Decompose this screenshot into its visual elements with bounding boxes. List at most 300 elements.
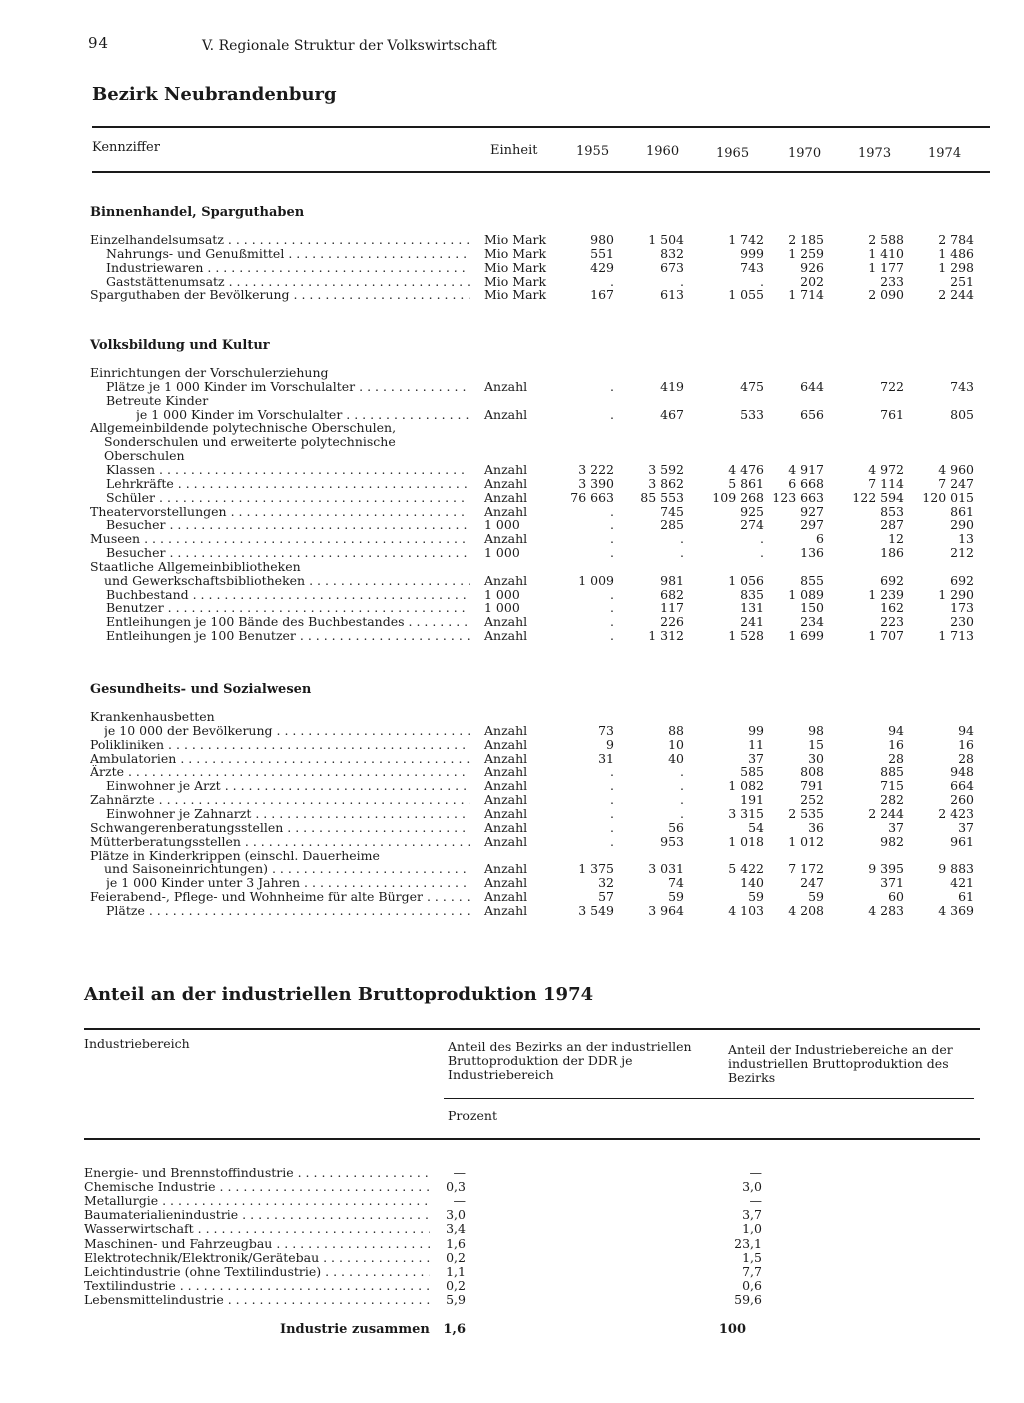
row-label: Oberschulen [104, 449, 185, 464]
table-row [0, 366, 1024, 380]
col-header-year: 1955 [576, 144, 610, 159]
row-label: Feierabend-, Pflege- und Wohnheime für alte Bürger . . . [90, 890, 470, 904]
row-label: und Saisoneinrichtungen) . . . [104, 862, 470, 876]
row-label: Einrichtungen der Vorschulerziehung [90, 366, 329, 380]
table-row [0, 261, 1024, 275]
row-label: Benutzer . . . [106, 601, 470, 615]
cell-1965: 11 [748, 736, 764, 752]
cell-anteil-bezirk: 1,6 [446, 1235, 466, 1251]
table-row [0, 629, 1024, 643]
cell-1970: 15 [808, 736, 824, 752]
table-row [0, 1265, 1024, 1279]
cell-1960: 832 [660, 245, 684, 261]
cell-1970: 247 [800, 875, 824, 891]
row-unit: 1 000 [484, 586, 520, 602]
cell-1955: 3 222 [578, 461, 614, 477]
cell-1960: 682 [660, 586, 684, 602]
cell-anteil-industriebereiche: 1,5 [742, 1249, 762, 1265]
cell-1973: 16 [888, 736, 904, 752]
cell-1974: 948 [950, 764, 974, 780]
cell-anteil-bezirk: 0,3 [446, 1179, 466, 1195]
cell-1965: 835 [740, 586, 764, 602]
cell-1973: 1 410 [868, 245, 904, 261]
cell-1955: 57 [598, 889, 614, 905]
cell-1965: 241 [740, 614, 764, 630]
row-label: Buchbestand . . . [106, 588, 470, 602]
cell-1970: 926 [800, 259, 824, 275]
cell-1973: 94 [888, 722, 904, 738]
row-unit: Anzahl [484, 503, 528, 519]
table2-total-label: Industrie zusammen [280, 1322, 430, 1337]
table-row [0, 1166, 1024, 1180]
cell-anteil-industriebereiche: 7,7 [742, 1263, 762, 1279]
row-unit: Anzahl [484, 792, 528, 808]
table2-unit-rule [444, 1098, 974, 1099]
table-row [0, 288, 1024, 302]
row-label: Besucher . . . [106, 518, 470, 532]
table-row [0, 491, 1024, 505]
table-row [0, 821, 1024, 835]
row-label: Einzelhandelsumsatz . . . [90, 233, 470, 247]
cell-1970: 4 917 [788, 461, 824, 477]
cell-1970: 2 185 [788, 232, 824, 247]
row-unit: Anzahl [484, 722, 528, 738]
table-row [0, 1237, 1024, 1251]
row-label: Baumaterialienindustrie . . . [84, 1208, 430, 1222]
row-label: Theatervorstellungen . . . [90, 505, 470, 519]
cell-1955: 3 390 [578, 475, 614, 491]
cell-1960: 3 031 [648, 861, 684, 877]
row-label: Ärzte . . . [90, 765, 470, 779]
cell-1970: 4 208 [788, 902, 824, 918]
cell-1970: 927 [800, 503, 824, 519]
cell-1973: 2 588 [868, 232, 904, 247]
row-label: Plätze . . . [106, 904, 470, 918]
cell-1960: 285 [660, 517, 684, 533]
cell-1960: 745 [660, 503, 684, 519]
cell-1974: 2 423 [938, 805, 974, 821]
col-header-year: 1973 [858, 146, 892, 161]
table1-header-rule [92, 171, 990, 173]
cell-anteil-bezirk: 0,2 [446, 1277, 466, 1293]
table-row [0, 1222, 1024, 1236]
cell-1974: 212 [950, 545, 974, 561]
cell-1970: 98 [808, 722, 824, 738]
col-header-year: 1974 [928, 146, 962, 161]
row-unit: Anzahl [484, 489, 528, 505]
row-label: Energie- und Brennstoffindustrie . . . [84, 1166, 430, 1180]
running-title: V. Regionale Struktur der Volkswirtschaft [202, 38, 497, 54]
page-number: 94 [88, 34, 110, 52]
cell-anteil-industriebereiche: 3,7 [742, 1207, 762, 1223]
cell-1960: 613 [660, 287, 684, 303]
cell-anteil-bezirk: 3,0 [446, 1207, 466, 1223]
cell-1970: 36 [808, 819, 824, 835]
cell-1970: 6 [816, 531, 824, 547]
table-row [0, 574, 1024, 588]
row-unit: Mio Mark [484, 273, 547, 289]
col-header-industriebereich: Industriebereich [84, 1036, 190, 1051]
cell-1965: 37 [748, 750, 764, 766]
cell-1970: 252 [800, 792, 824, 808]
cell-anteil-industriebereiche: 23,1 [734, 1235, 762, 1251]
cell-1970: 1 012 [788, 833, 824, 849]
cell-1965: 475 [740, 378, 764, 394]
cell-anteil-industriebereiche: 1,0 [742, 1221, 762, 1237]
cell-1970: 136 [800, 545, 824, 561]
table2-title: Anteil an der industriellen Bruttoproduktion 1974 [84, 984, 594, 1005]
cell-1973: 371 [880, 875, 904, 891]
cell-1955: . [610, 586, 614, 602]
cell-1955: . [610, 805, 614, 821]
cell-1960: . [680, 778, 684, 794]
cell-1955: 980 [590, 232, 614, 247]
row-label: Industriewaren . . . [106, 261, 470, 275]
row-label: je 1 000 Kinder im Vorschulalter . . . [136, 408, 470, 422]
cell-1965: . [760, 273, 764, 289]
row-unit: 1 000 [484, 545, 520, 561]
cell-1974: 7 247 [938, 475, 974, 491]
cell-1974: 1 298 [938, 259, 974, 275]
row-label: Schwangerenberatungsstellen . . . [90, 821, 470, 835]
row-unit: Anzahl [484, 819, 528, 835]
cell-1955: . [610, 764, 614, 780]
row-label: Allgemeinbildende polytechnische Oberschulen, [90, 421, 397, 436]
cell-1965: 1 018 [728, 833, 764, 849]
col-header-kennziffer: Kennziffer [92, 140, 160, 155]
cell-1973: 692 [880, 572, 904, 588]
row-unit: Anzahl [484, 861, 528, 877]
row-label: Krankenhausbetten [90, 710, 215, 724]
cell-1974: 2 244 [938, 287, 974, 303]
row-label: Klassen . . . [106, 463, 470, 477]
cell-1965: 1 528 [728, 628, 764, 644]
cell-1960: 88 [668, 722, 684, 738]
cell-1965: 131 [740, 600, 764, 616]
table-row [0, 724, 1024, 738]
cell-1970: 791 [800, 778, 824, 794]
table-row [0, 738, 1024, 752]
cell-anteil-industriebereiche: 59,6 [734, 1291, 762, 1307]
cell-1955: . [610, 819, 614, 835]
row-unit: Mio Mark [484, 259, 547, 275]
table-row [0, 1208, 1024, 1222]
cell-1955: 76 663 [570, 489, 614, 505]
cell-1960: . [680, 764, 684, 780]
cell-1965: 999 [740, 245, 764, 261]
cell-1974: 9 883 [938, 861, 974, 877]
cell-1974: 4 960 [938, 461, 974, 477]
cell-1970: 1 714 [788, 287, 824, 303]
cell-1960: . [680, 531, 684, 547]
row-label: Mütterberatungsstellen . . . [90, 835, 470, 849]
cell-1955: . [610, 792, 614, 808]
row-label: Einwohner je Zahnarzt . . . [106, 807, 470, 821]
row-label: Einwohner je Arzt . . . [106, 779, 470, 793]
cell-1955: . [610, 614, 614, 630]
cell-1974: 290 [950, 517, 974, 533]
cell-1955: 1 375 [578, 861, 614, 877]
cell-1974: 861 [950, 503, 974, 519]
cell-1970: 656 [800, 406, 824, 422]
cell-1960: 10 [668, 736, 684, 752]
cell-1974: 692 [950, 572, 974, 588]
cell-1973: 1 177 [868, 259, 904, 275]
row-unit: Mio Mark [484, 245, 547, 261]
cell-1960: 419 [660, 378, 684, 394]
table-row [0, 1279, 1024, 1293]
row-label: Besucher . . . [106, 546, 470, 560]
row-label: Schüler . . . [106, 491, 470, 505]
cell-1973: 282 [880, 792, 904, 808]
row-unit: Anzahl [484, 461, 528, 477]
table1-title: Bezirk Neubrandenburg [92, 84, 337, 105]
col-header-einheit: Einheit [490, 143, 538, 158]
cell-1974: 94 [958, 722, 974, 738]
cell-1973: 233 [880, 273, 904, 289]
row-unit: Anzahl [484, 778, 528, 794]
cell-1960: 1 504 [648, 232, 684, 247]
cell-1973: 722 [880, 378, 904, 394]
row-unit: Anzahl [484, 614, 528, 630]
cell-1973: 1 707 [868, 628, 904, 644]
row-unit: Mio Mark [484, 232, 547, 247]
cell-1960: 3 592 [648, 461, 684, 477]
cell-1974: 1 486 [938, 245, 974, 261]
cell-1955: 9 [606, 736, 614, 752]
cell-1970: 808 [800, 764, 824, 780]
cell-1973: 2 244 [868, 805, 904, 821]
row-label: Ambulatorien . . . [90, 752, 470, 766]
row-unit: Anzahl [484, 833, 528, 849]
cell-1973: 9 395 [868, 861, 904, 877]
row-unit: Anzahl [484, 406, 528, 422]
cell-1955: 32 [598, 875, 614, 891]
cell-1973: 162 [880, 600, 904, 616]
row-label: Staatliche Allgemeinbibliotheken [90, 559, 301, 574]
cell-1960: 981 [660, 572, 684, 588]
cell-1955: . [610, 503, 614, 519]
cell-1965: 4 103 [728, 902, 764, 918]
cell-1974: 1 290 [938, 586, 974, 602]
row-unit: Anzahl [484, 889, 528, 905]
cell-1973: 223 [880, 614, 904, 630]
row-label: Leichtindustrie (ohne Textilindustrie) . . . [84, 1265, 430, 1279]
table-row [0, 710, 1024, 724]
table-row [0, 394, 1024, 408]
cell-1970: 297 [800, 517, 824, 533]
cell-1970: 202 [800, 273, 824, 289]
row-label: je 1 000 Kinder unter 3 Jahren . . . [106, 876, 470, 890]
cell-anteil-industriebereiche: — [749, 1165, 762, 1180]
cell-1955: . [610, 600, 614, 616]
cell-1970: 30 [808, 750, 824, 766]
row-label: Entleihungen je 100 Bände des Buchbestandes . . . [106, 615, 470, 629]
row-unit: Anzahl [484, 805, 528, 821]
row-label: Sparguthaben der Bevölkerung . . . [90, 288, 470, 302]
row-unit: Anzahl [484, 750, 528, 766]
cell-1965: 533 [740, 406, 764, 422]
cell-1955: 1 009 [578, 572, 614, 588]
cell-1965: . [760, 545, 764, 561]
cell-1965: 140 [740, 875, 764, 891]
cell-1973: 853 [880, 503, 904, 519]
table-row [0, 380, 1024, 394]
row-unit: Anzahl [484, 875, 528, 891]
table-row [0, 449, 1024, 463]
cell-1965: 109 268 [712, 489, 764, 505]
row-unit: 1 000 [484, 517, 520, 533]
cell-1955: . [610, 517, 614, 533]
cell-1965: 3 315 [728, 805, 764, 821]
section-title: Gesundheits- und Sozialwesen [90, 682, 312, 697]
cell-1960: 673 [660, 259, 684, 275]
cell-anteil-bezirk: 1,1 [446, 1263, 466, 1279]
cell-1970: 123 663 [772, 489, 824, 505]
row-unit: Anzahl [484, 902, 528, 918]
cell-1973: 28 [888, 750, 904, 766]
cell-1965: 191 [740, 792, 764, 808]
row-label: Museen . . . [90, 532, 470, 546]
cell-1960: 953 [660, 833, 684, 849]
cell-1965: 743 [740, 259, 764, 275]
cell-1965: 4 476 [728, 461, 764, 477]
cell-1973: 885 [880, 764, 904, 780]
cell-1965: 1 742 [728, 232, 764, 247]
cell-1974: 421 [950, 875, 974, 891]
table-row [0, 835, 1024, 849]
table-row [0, 1251, 1024, 1265]
cell-1960: 3 862 [648, 475, 684, 491]
cell-1955: 551 [590, 245, 614, 261]
col-header-anteil-industriebereiche: Anteil der Industriebereiche an der industriellen Bruttoproduktion des Bezirks [728, 1042, 953, 1085]
table1-top-rule [92, 126, 990, 128]
row-label: Chemische Industrie . . . [84, 1180, 430, 1194]
table-row [0, 435, 1024, 449]
cell-anteil-bezirk: 3,4 [446, 1221, 466, 1237]
cell-1965: 274 [740, 517, 764, 533]
cell-1965: 99 [748, 722, 764, 738]
table-row [0, 1293, 1024, 1307]
table-row [0, 546, 1024, 560]
section-title: Volksbildung und Kultur [90, 338, 270, 353]
cell-1970: 1 089 [788, 586, 824, 602]
cell-1955: 31 [598, 750, 614, 766]
row-unit: Anzahl [484, 475, 528, 491]
col-header-year: 1965 [716, 146, 750, 161]
cell-1955: 3 549 [578, 902, 614, 918]
cell-1973: 186 [880, 545, 904, 561]
cell-1973: 982 [880, 833, 904, 849]
cell-1960: 85 553 [640, 489, 684, 505]
row-label: je 10 000 der Bevölkerung . . . [104, 724, 470, 738]
table-row [0, 463, 1024, 477]
table2-header-rule [84, 1138, 980, 1140]
row-unit: Anzahl [484, 531, 528, 547]
cell-1974: 28 [958, 750, 974, 766]
cell-1960: . [680, 545, 684, 561]
cell-1973: 4 283 [868, 902, 904, 918]
col-header-prozent: Prozent [448, 1108, 497, 1123]
table2-top-rule [84, 1028, 980, 1030]
row-label: Lehrkräfte . . . [106, 477, 470, 491]
row-label: Lebensmittelindustrie . . . [84, 1293, 430, 1307]
row-label: Zahnärzte . . . [90, 793, 470, 807]
row-label: Sonderschulen und erweiterte polytechnische [104, 435, 396, 450]
row-label: Nahrungs- und Genußmittel . . . [106, 247, 470, 261]
table-row [0, 233, 1024, 247]
cell-1965: 1 056 [728, 572, 764, 588]
row-unit: Anzahl [484, 572, 528, 588]
cell-anteil-bezirk: 5,9 [446, 1291, 466, 1307]
cell-1955: 167 [590, 287, 614, 303]
cell-1973: 122 594 [852, 489, 904, 505]
cell-1970: 2 535 [788, 805, 824, 821]
row-unit: Anzahl [484, 736, 528, 752]
cell-1965: 1 055 [728, 287, 764, 303]
cell-1955: . [610, 406, 614, 422]
cell-1973: 761 [880, 406, 904, 422]
table-row [0, 807, 1024, 821]
cell-1955: . [610, 273, 614, 289]
cell-1960: 467 [660, 406, 684, 422]
cell-1955: . [610, 531, 614, 547]
row-label: Plätze je 1 000 Kinder im Vorschulalter . . . [106, 380, 470, 394]
cell-1960: 59 [668, 889, 684, 905]
row-unit: Anzahl [484, 378, 528, 394]
cell-1960: 226 [660, 614, 684, 630]
cell-1973: 7 114 [868, 475, 904, 491]
cell-1955: 73 [598, 722, 614, 738]
cell-1965: 5 422 [728, 861, 764, 877]
row-label: Entleihungen je 100 Benutzer . . . [106, 629, 470, 643]
cell-1960: . [680, 792, 684, 808]
cell-1974: 4 369 [938, 902, 974, 918]
table-row [0, 247, 1024, 261]
row-label: Plätze in Kinderkrippen (einschl. Dauerheime [90, 848, 380, 863]
cell-1974: 805 [950, 406, 974, 422]
cell-anteil-bezirk: 0,2 [446, 1249, 466, 1265]
cell-1970: 150 [800, 600, 824, 616]
cell-1974: 664 [950, 778, 974, 794]
row-label: und Gewerkschaftsbibliotheken . . . [104, 574, 470, 588]
cell-1973: 2 090 [868, 287, 904, 303]
cell-1970: 234 [800, 614, 824, 630]
cell-1970: 855 [800, 572, 824, 588]
cell-1974: 37 [958, 819, 974, 835]
row-label: Maschinen- und Fahrzeugbau . . . [84, 1237, 430, 1251]
cell-anteil-industriebereiche: 0,6 [742, 1277, 762, 1293]
cell-1965: 54 [748, 819, 764, 835]
cell-1955: . [610, 378, 614, 394]
cell-1973: 12 [888, 531, 904, 547]
cell-1955: 429 [590, 259, 614, 275]
cell-anteil-industriebereiche: 3,0 [742, 1179, 762, 1195]
cell-1970: 1 259 [788, 245, 824, 261]
row-unit: Mio Mark [484, 287, 547, 303]
cell-1973: 715 [880, 778, 904, 794]
row-label: Metallurgie . . . [84, 1194, 430, 1208]
row-label: Wasserwirtschaft . . . [84, 1222, 430, 1236]
cell-1973: 37 [888, 819, 904, 835]
cell-1955: . [610, 778, 614, 794]
table-row [0, 1194, 1024, 1208]
section-title: Binnenhandel, Sparguthaben [90, 205, 305, 220]
row-unit: 1 000 [484, 600, 520, 616]
cell-1965: 925 [740, 503, 764, 519]
cell-anteil-bezirk: — [453, 1193, 466, 1209]
cell-1960: 1 312 [648, 628, 684, 644]
